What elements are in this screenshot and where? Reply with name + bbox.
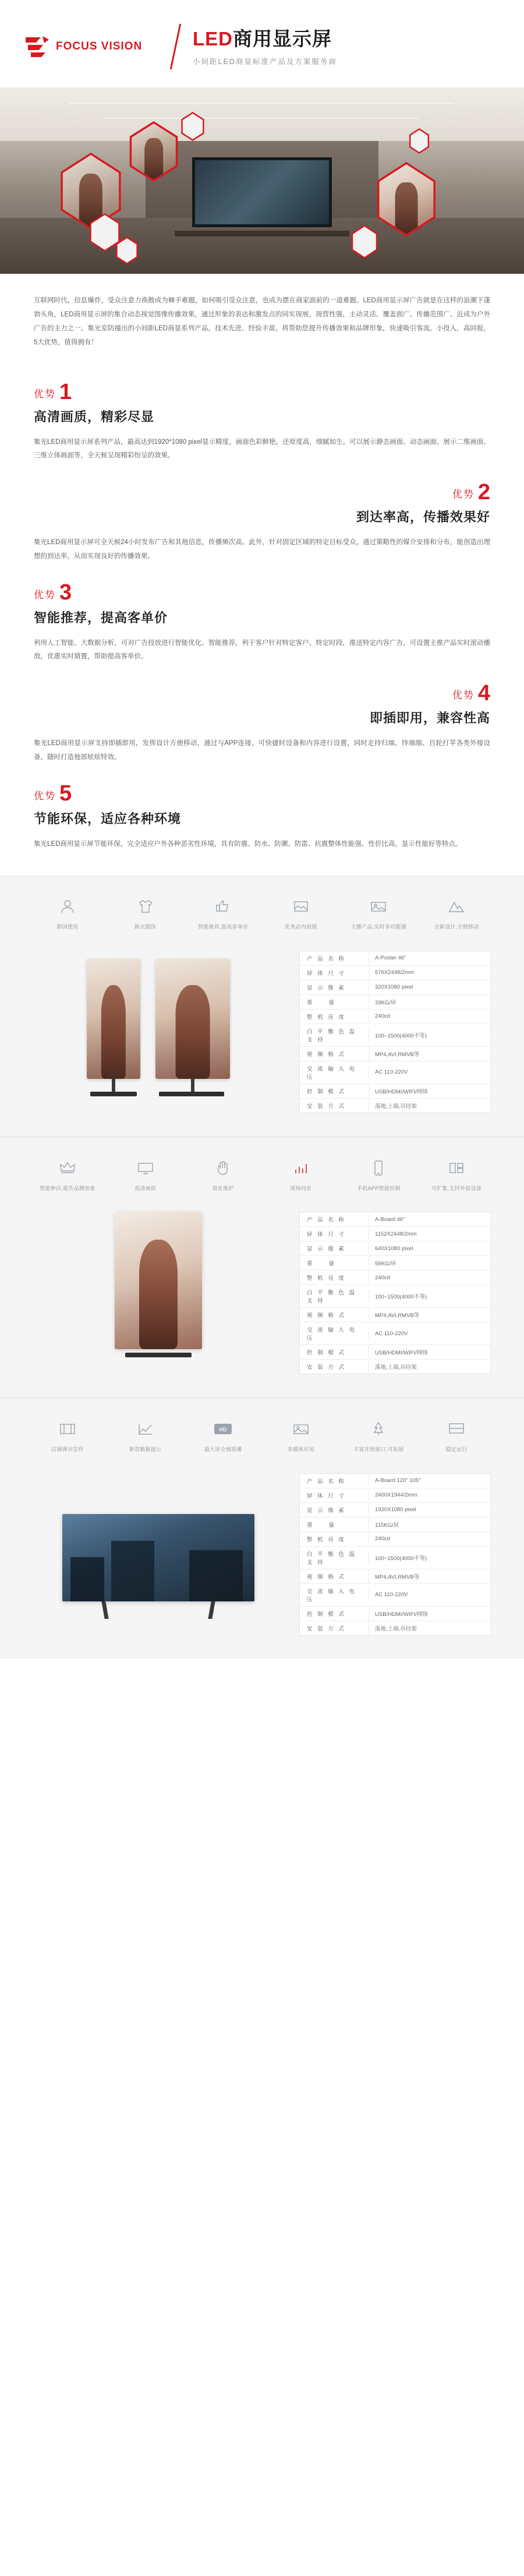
spec-row [300,1256,491,1271]
page-title [193,27,337,51]
hand-icon [211,1158,235,1178]
spec-row [300,1503,491,1518]
feature-item [33,896,102,931]
frame-icon [56,1418,79,1439]
spec-key: 显 示 像 素 [307,984,346,991]
advantage-2-title: 到达率高，传播效果好 [356,510,490,525]
product-2-features [0,1158,524,1192]
thumb-icon [211,896,235,917]
spec-value: A-Poster 46" [369,952,491,964]
spec-key: 屏 体 尺 寸 [307,970,346,977]
product-1-row [0,951,524,1113]
spec-key: 整 机 亮 度 [307,1014,346,1021]
spec-row [300,951,491,966]
spec-value: 落地,上墙,吊挂架 [369,1360,491,1374]
spec-value: A-Board 46" [369,1213,491,1226]
feature-caption: 稳定运行 [445,1446,468,1453]
product-3-images [33,1473,284,1619]
advantage-2-number: 2 [477,479,490,504]
shirt-icon [134,896,157,917]
advantage-1-number: 1 [59,379,72,404]
advantage-3-number: 3 [59,580,72,605]
spec-row [300,1474,491,1488]
spec-value: USB/HDMI/WIFI/网络 [369,1607,491,1621]
spec-value: 1152X2448/2mm [369,1228,491,1240]
advantage-4-title: 即插即用，兼容性高 [369,711,490,726]
spec-value: 1920X1080 pixel [369,1504,491,1516]
spec-row [300,1488,491,1503]
spec-value: 640X1080 pixel [369,1243,491,1255]
spec-key: 控 制 模 式 [307,1350,346,1357]
advantage-4-word: 优势 [452,690,475,701]
feature-item [266,1418,336,1453]
spec-row [300,980,491,995]
intro-paragraph: 互联网时代，信息爆炸，受众注意力涣散成为棘手难题，如何吸引受众注意，也成为摆在商家面前的一道难题。LED商用显示屏广告就是在这样的浪潮下蓬勃头角，LED商用显示屏的集合动态视觉图像传播效果，通过形象的表达和激发点的同实现展，现营性强、主动灵活、覆盖面广、传播范围广、近成为户外广告的主力之一。集光室防撞出的小间距LED商显系列产品，技术先进、经验丰富，将帮助您提升传播效果和品牌形象，快速吸引客流。小投入，高回报，5大优势，值得拥有！ [34,297,490,347]
spec-row [300,1061,491,1084]
product-3-features [0,1418,524,1453]
hero-conference-table [175,231,349,237]
spec-value: 100~1500(4000不等) [369,1551,491,1565]
spec-key: 安 装 方 式 [307,1103,346,1110]
brand-wordmark [56,41,142,53]
advantage-4-body: 集光LED商用显示屏支持即插即用，发挥设计方便移动，通过与APP连接，可快捷时设备和内容进行设置，同时走持归端、终端端、百轮打苹各类外接设备，随时打造他部炫炫特效。 [34,740,490,761]
advantage-2-word: 优势 [452,489,475,500]
spec-key: 控 制 模 式 [307,1088,346,1095]
product-2-images [33,1212,284,1357]
product-section-1 [0,876,524,1137]
spec-value: USB/HDMI/WIFI/网络 [369,1084,491,1098]
feature-item [422,1158,491,1192]
page-subtitle: 小间距LED商显标准产品及方案服务商 [193,58,337,66]
spec-row [300,1532,491,1547]
hero-conference-screen [192,157,332,227]
spec-key: 产 品 名 称 [307,1478,346,1485]
spec-key: 视 频 格 式 [307,1312,346,1319]
advantage-4-number: 4 [477,680,490,705]
brand-logo [0,34,175,59]
feature-item [422,896,491,931]
advantage-3-body: 利用人工智能、大数据分析，可对广告投放进行智能优化、智能推荐，利于客户针对特定客户、特定时段，推送特定内容广告，可设置主推产品实时滚动播放，优惠实时猜置，帮助提高客单价。 [34,639,490,661]
feature-caption: 手机APP智能控制 [357,1185,401,1191]
feature-caption: 高清画质 [134,1185,157,1191]
feature-caption: 智能推荐,提高客单价 [197,924,249,930]
spec-row [300,1308,491,1322]
spec-key: 白 平 衡 色 温 支 持 [307,1028,357,1043]
tree-icon [367,1418,390,1439]
spec-row [300,1047,491,1061]
spec-row [300,966,491,980]
spec-value: 240cd [369,1533,491,1545]
spec-row [300,1584,491,1607]
spec-row [300,995,491,1010]
feature-caption: 群国使用 [56,924,79,930]
feature-item [33,1158,102,1192]
bars-icon [289,1158,313,1178]
advantage-5 [0,769,524,856]
feature-item [188,896,258,931]
intro-section [0,274,524,368]
spec-value: AC 110-220V [369,1589,491,1601]
hero-banner [0,87,524,274]
product-1-features [0,896,524,931]
spec-value: A-Board 120" 105" [369,1474,491,1487]
spec-row [300,1084,491,1099]
spec-key: 屏 体 尺 寸 [307,1231,346,1238]
feature-item [188,1418,258,1453]
spec-value: MP4,AVI,RMVB等 [369,1047,491,1061]
advantage-5-number: 5 [59,781,72,806]
product-section-3 [0,1398,524,1659]
spec-value: 落地,上墙,吊挂架 [369,1621,491,1635]
hero-ceiling [0,87,524,141]
advantage-3-label [34,580,490,605]
product-image-street-screen [62,1514,254,1619]
page-header [0,0,524,87]
spec-value: 55KG/屏 [369,1256,491,1270]
spec-value: 2400X1944/2mm [369,1489,491,1501]
feature-caption: 全新设计,方便移动 [434,924,479,930]
feature-caption: 超大屏全画质播 [204,1446,242,1453]
feature-caption: 新营数据提示 [129,1446,162,1453]
feature-caption: 现场同步 [290,1185,312,1191]
mountain-icon [445,896,468,917]
feature-item [33,1418,102,1453]
spec-value: 33KG/屏 [369,995,491,1009]
feature-caption: 智能种店,提升品牌形象 [40,1185,95,1191]
feature-item [266,1158,336,1192]
spec-row [300,1285,491,1308]
feature-item [188,1158,258,1192]
grid-icon [445,1158,468,1178]
advantage-1 [0,368,524,468]
feature-caption: 店铺弹出宣传 [51,1446,84,1453]
advantage-4-label [34,680,490,705]
spec-key: 整 机 亮 度 [307,1275,346,1282]
feature-item [344,1158,413,1192]
svg-text:HD: HD [219,1427,227,1433]
spec-value: 100~1500(4000不等) [369,1289,491,1303]
crown-icon [56,1158,79,1178]
feature-item [422,1418,491,1453]
spec-row [300,1227,491,1241]
brand-name-en: FOCUS VISION [56,40,143,52]
feature-item [111,1158,180,1192]
spec-key: 安 装 方 式 [307,1364,346,1371]
spec-value: 240cd [369,1272,491,1284]
spec-value: MP4,AVI,RMVB等 [369,1569,491,1583]
spec-row [300,1099,491,1113]
spec-key: 显 示 像 素 [307,1507,346,1514]
page-title-rest: 商用显示屏 [233,27,332,50]
spec-row [300,1024,491,1047]
image-icon [367,896,390,917]
spec-value: USB/HDMI/WIFI/网络 [369,1345,491,1359]
screen-icon [445,1418,468,1439]
spec-key: 产 品 名 称 [307,1217,346,1224]
advantage-1-body: 集光LED商用显示屏系列产品，最高达到1920*1080 pixel显示精度，画面色彩鲜艳，还原度高，细腻如生。可以展示静态画面、动态画面、展示二维画面、三维立体画面等，全天候呈现精彩纷呈的效果。 [34,438,490,460]
spec-value: 240cd [369,1010,491,1022]
spec-key: 重 量 [307,1261,337,1268]
advantage-1-label [34,379,490,404]
spec-value: 115KG/屏 [369,1518,491,1532]
spec-key: 视 频 格 式 [307,1573,346,1580]
feature-caption: 简化维护 [212,1185,234,1191]
spec-key: 视 频 格 式 [307,1051,346,1058]
feature-caption: 主播产品,实时多功能图 [350,924,407,930]
hd-icon [211,1418,235,1439]
product-image-poster-wide [155,959,230,1096]
spec-key: 交 流 输 入 电 压 [307,1588,357,1603]
spec-value: MP4,AVI,RMVB等 [369,1308,491,1322]
user-badge-icon [56,896,79,917]
advantage-1-word: 优势 [34,388,56,400]
spec-row [300,1010,491,1024]
feature-item [111,896,180,931]
feature-caption: 换衣服饰 [134,924,157,930]
spec-row [300,1547,491,1569]
spec-key: 整 机 亮 度 [307,1536,346,1543]
spec-value: 落地,上墙,吊挂架 [369,1099,491,1113]
spec-value: 576X2448/2mm [369,966,491,979]
spec-value: AC 110-220V [369,1066,491,1078]
frame-icon [289,896,313,917]
advantage-3-title: 智能推荐，提高客单价 [34,610,168,625]
spec-key: 白 平 衡 色 温 支 持 [307,1290,357,1305]
spec-key: 产 品 名 称 [307,955,346,962]
advantage-5-title: 节能环保，适应各种环境 [34,811,182,826]
phone-icon [367,1158,390,1178]
product-2-row [0,1212,524,1374]
feature-item [344,1418,413,1453]
spec-key: 重 量 [307,999,337,1006]
spec-key: 安 装 方 式 [307,1625,346,1632]
spec-row [300,1241,491,1256]
spec-key: 显 示 像 素 [307,1246,346,1253]
spec-row [300,1212,491,1227]
advantage-5-label [34,781,490,806]
spec-row [300,1360,491,1374]
spec-value: 320X1080 pixel [369,981,491,993]
spec-row [300,1518,491,1532]
advantage-2 [0,468,524,568]
page-title-accent: LED [193,27,233,50]
monitor-icon [134,1158,157,1178]
advantage-2-body: 集光LED商用显示屏可全天候24小时发布广告和其他信息，传播频次高。此外，针对固定区域的特定目标受众，通过策略性的媒介安排和分布，能创造出理想的到达率，从而实现良好的传播效果。 [34,539,490,560]
feature-item [344,896,413,931]
feature-item [266,896,336,931]
product-1-spec-table [299,951,491,1113]
advantage-3-word: 优势 [34,589,56,601]
spec-row [300,1569,491,1584]
product-3-row [0,1473,524,1636]
focus-vision-logo-icon [23,34,50,59]
spec-key: 屏 体 尺 寸 [307,1492,346,1499]
spec-key: 交 流 输 入 电 压 [307,1327,357,1342]
product-2-spec-table [299,1212,491,1374]
spec-row [300,1607,491,1621]
spec-value: AC 110-220V [369,1328,491,1340]
spec-row [300,1621,491,1635]
header-title-group [193,27,337,66]
advantage-2-label [34,479,490,504]
chart-icon [134,1418,157,1439]
spec-row [300,1345,491,1360]
feature-caption: 多媒体应用 [287,1446,315,1453]
product-section-2 [0,1137,524,1398]
advantage-4 [0,669,524,769]
feature-item [111,1418,180,1453]
spec-key: 控 制 模 式 [307,1611,346,1618]
feature-caption: 丰富开放接口,可拓展 [353,1446,404,1453]
product-1-images [33,951,284,1096]
spec-key: 重 量 [307,1522,337,1529]
product-image-poster-narrow [87,959,140,1096]
product-3-spec-table [299,1473,491,1636]
advantage-5-word: 优势 [34,790,56,802]
product-image-board [115,1212,202,1357]
feature-caption: 可扩集,支持外接设备 [431,1185,482,1191]
feature-caption: 优秀店内展图 [284,924,317,930]
advantage-5-body: 集光LED商用显示屏节能环保，完全适应户外各种恶劣性环境，具有防震、防水、防潮、防雷、抗震整体性能强、性价比高，显示性能好等特点。 [34,840,462,848]
spec-row [300,1322,491,1345]
spec-key: 白 平 衡 色 温 支 持 [307,1551,357,1566]
spec-key: 交 流 输 入 电 压 [307,1065,357,1081]
advantage-3 [0,568,524,668]
spec-value: 100~1500(4000不等) [369,1028,491,1042]
spec-row [300,1271,491,1285]
advantage-1-title: 高清画质，精彩尽显 [34,409,155,424]
image-icon [289,1418,313,1439]
